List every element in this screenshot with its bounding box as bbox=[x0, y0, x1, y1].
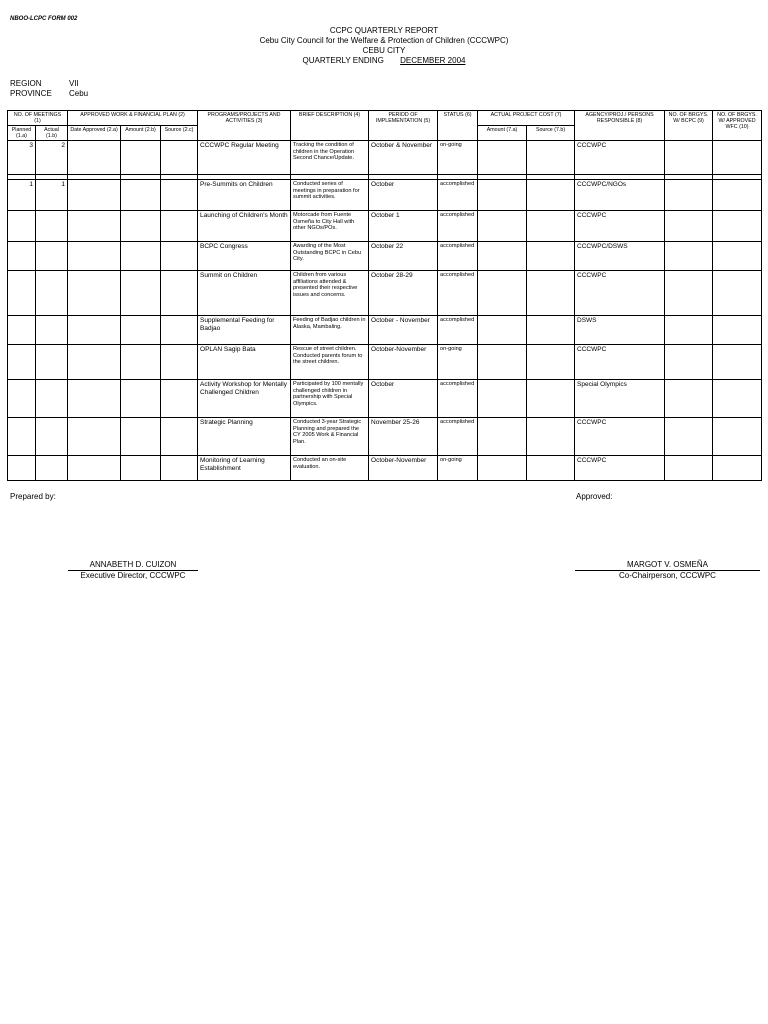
cell-description: Awarding of the Most Outstanding BCPC in Cebu City. bbox=[291, 242, 369, 271]
cell-status: accomplished bbox=[438, 418, 478, 456]
cell-actual bbox=[36, 242, 68, 271]
council-name: Cebu City Council for the Welfare & Protection of Children (CCCWPC) bbox=[259, 36, 509, 45]
city-name: CEBU CITY bbox=[362, 46, 406, 55]
cell-agency: CCCWPC bbox=[575, 141, 665, 175]
cell-source bbox=[161, 141, 198, 175]
table-row bbox=[8, 418, 762, 456]
col-cost: ACTUAL PROJECT COST (7) bbox=[478, 111, 575, 126]
cell-period: November 25-26 bbox=[369, 418, 438, 456]
approver-title: Co-Chairperson, CCCWPC bbox=[575, 570, 760, 581]
cell-agency: CCCWPC bbox=[575, 456, 665, 481]
cell-source bbox=[161, 242, 198, 271]
cell-program: Summit on Children bbox=[198, 271, 291, 316]
cell-cost-amount bbox=[478, 418, 527, 456]
cell-program: Monitoring of Learning Establishment bbox=[198, 456, 291, 481]
cell-cost-amount bbox=[478, 180, 527, 211]
cell-source bbox=[161, 271, 198, 316]
cell-brgys-wfp bbox=[713, 418, 762, 456]
col-brief: BRIEF DESCRIPTION (4) bbox=[291, 111, 369, 141]
col-actual: Actual (1.b) bbox=[36, 126, 68, 141]
cell-date-approved bbox=[68, 242, 121, 271]
col-date-approved: Date Approved (2.a) bbox=[68, 126, 121, 141]
cell-description: Children from various affiliations attended & presented their respective issues and concerns. bbox=[291, 271, 369, 316]
cell-planned bbox=[8, 456, 36, 481]
cell-brgys-wfp bbox=[713, 180, 762, 211]
cell-agency: CCCWPC bbox=[575, 345, 665, 380]
cell-brgys-wfp bbox=[713, 316, 762, 345]
report-table bbox=[7, 110, 762, 481]
col-cost-source: Source (7.b) bbox=[527, 126, 575, 141]
cell-cost-source bbox=[527, 271, 575, 316]
cell-cost-source bbox=[527, 456, 575, 481]
cell-program: OPLAN Sagip Bata bbox=[198, 345, 291, 380]
cell-status: accomplished bbox=[438, 316, 478, 345]
cell-cost-amount bbox=[478, 211, 527, 242]
province-value: Cebu bbox=[69, 89, 89, 98]
cell-agency: CCCWPC bbox=[575, 271, 665, 316]
cell-source bbox=[161, 211, 198, 242]
cell-bcpc bbox=[665, 418, 713, 456]
cell-status: accomplished bbox=[438, 211, 478, 242]
cell-description: Motorcade from Fuente Osmeña to City Hall with other NGOs/POs. bbox=[291, 211, 369, 242]
cell-period: October-November bbox=[369, 345, 438, 380]
table-row bbox=[8, 211, 762, 242]
cell-actual bbox=[36, 345, 68, 380]
cell-program: CCCWPC Regular Meeting bbox=[198, 141, 291, 175]
cell-planned bbox=[8, 316, 36, 345]
cell-brgys-wfp bbox=[713, 271, 762, 316]
cell-agency: CCCWPC bbox=[575, 211, 665, 242]
cell-cost-source bbox=[527, 345, 575, 380]
cell-period: October - November bbox=[369, 316, 438, 345]
cell-cost-source bbox=[527, 180, 575, 211]
table-row bbox=[8, 345, 762, 380]
cell-date-approved bbox=[68, 380, 121, 418]
cell-status: on-going bbox=[438, 456, 478, 481]
cell-status: accomplished bbox=[438, 380, 478, 418]
header-row-1 bbox=[8, 111, 762, 126]
cell-brgys-wfp bbox=[713, 242, 762, 271]
cell-status: on-going bbox=[438, 345, 478, 380]
table-row bbox=[8, 242, 762, 271]
cell-actual bbox=[36, 380, 68, 418]
cell-agency: CCCWPC/DSWS bbox=[575, 242, 665, 271]
cell-cost-source bbox=[527, 380, 575, 418]
cell-bcpc bbox=[665, 211, 713, 242]
cell-status: on-going bbox=[438, 141, 478, 175]
cell-program: Supplemental Feeding for Badjao bbox=[198, 316, 291, 345]
cell-cost-amount bbox=[478, 271, 527, 316]
cell-date-approved bbox=[68, 345, 121, 380]
cell-actual bbox=[36, 316, 68, 345]
cell-source bbox=[161, 345, 198, 380]
cell-agency: CCCWPC bbox=[575, 418, 665, 456]
col-bcpc: NO. OF BRGYS. W/ BCPC (9) bbox=[665, 111, 713, 141]
cell-cost-source bbox=[527, 242, 575, 271]
cell-amount bbox=[121, 418, 161, 456]
col-amount: Amount (2.b) bbox=[121, 126, 161, 141]
cell-cost-amount bbox=[478, 242, 527, 271]
table-row bbox=[8, 180, 762, 211]
cell-actual bbox=[36, 456, 68, 481]
cell-actual bbox=[36, 271, 68, 316]
col-planned: Planned (1.a) bbox=[8, 126, 36, 141]
cell-program: Pre-Summits on Children bbox=[198, 180, 291, 211]
col-awfp: APPROVED WORK & FINANCIAL PLAN (2) bbox=[68, 111, 198, 126]
col-programs: PROGRAMS/PROJECTS AND ACTIVITIES (3) bbox=[198, 111, 291, 141]
cell-period: October bbox=[369, 380, 438, 418]
quarter-label: QUARTERLY ENDING bbox=[302, 56, 384, 65]
cell-planned bbox=[8, 418, 36, 456]
col-meetings: NO. OF MEETINGS (1) bbox=[8, 111, 68, 126]
preparer-signature bbox=[68, 560, 198, 581]
form-code: NBOO-LCPC FORM 002 bbox=[10, 16, 78, 22]
cell-cost-source bbox=[527, 141, 575, 175]
cell-bcpc bbox=[665, 180, 713, 211]
cell-planned: 3 bbox=[8, 141, 36, 175]
table-row bbox=[8, 380, 762, 418]
cell-cost-source bbox=[527, 418, 575, 456]
cell-cost-source bbox=[527, 211, 575, 242]
cell-date-approved bbox=[68, 316, 121, 345]
cell-amount bbox=[121, 180, 161, 211]
cell-status: accomplished bbox=[438, 180, 478, 211]
cell-date-approved bbox=[68, 271, 121, 316]
cell-agency: CCCWPC/NGOs bbox=[575, 180, 665, 211]
cell-date-approved bbox=[68, 418, 121, 456]
cell-period: October-November bbox=[369, 456, 438, 481]
cell-status: accomplished bbox=[438, 242, 478, 271]
cell-amount bbox=[121, 211, 161, 242]
cell-amount bbox=[121, 141, 161, 175]
cell-amount bbox=[121, 316, 161, 345]
cell-brgys-wfp bbox=[713, 380, 762, 418]
region-label: REGION bbox=[10, 79, 42, 88]
cell-period: October bbox=[369, 180, 438, 211]
cell-brgys-wfp bbox=[713, 345, 762, 380]
quarter-date: DECEMBER 2004 bbox=[400, 56, 466, 65]
cell-agency: Special Olympics bbox=[575, 380, 665, 418]
cell-bcpc bbox=[665, 316, 713, 345]
cell-bcpc bbox=[665, 242, 713, 271]
cell-cost-amount bbox=[478, 316, 527, 345]
table-row bbox=[8, 456, 762, 481]
preparer-name: ANNABETH D. CUIZON bbox=[89, 560, 177, 569]
cell-actual: 1 bbox=[36, 180, 68, 211]
cell-amount bbox=[121, 380, 161, 418]
cell-planned bbox=[8, 242, 36, 271]
region-value: VII bbox=[69, 79, 79, 88]
cell-cost-source bbox=[527, 316, 575, 345]
cell-bcpc bbox=[665, 271, 713, 316]
cell-amount bbox=[121, 456, 161, 481]
table-row bbox=[8, 316, 762, 345]
cell-status: accomplished bbox=[438, 271, 478, 316]
cell-brgys-wfp bbox=[713, 456, 762, 481]
prepared-by-label: Prepared by: bbox=[10, 492, 56, 501]
cell-amount bbox=[121, 345, 161, 380]
cell-actual: 2 bbox=[36, 141, 68, 175]
cell-cost-amount bbox=[478, 380, 527, 418]
cell-period: October 28-29 bbox=[369, 271, 438, 316]
cell-bcpc bbox=[665, 141, 713, 175]
cell-period: October 22 bbox=[369, 242, 438, 271]
cell-cost-amount bbox=[478, 456, 527, 481]
cell-date-approved bbox=[68, 211, 121, 242]
cell-date-approved bbox=[68, 141, 121, 175]
cell-source bbox=[161, 418, 198, 456]
cell-source bbox=[161, 380, 198, 418]
cell-planned bbox=[8, 211, 36, 242]
cell-date-approved bbox=[68, 180, 121, 211]
cell-period: October & November bbox=[369, 141, 438, 175]
cell-source bbox=[161, 180, 198, 211]
cell-actual bbox=[36, 418, 68, 456]
approver-signature bbox=[575, 560, 760, 581]
cell-brgys-wfp bbox=[713, 141, 762, 175]
table-row bbox=[8, 141, 762, 175]
cell-description: Conducted series of meetings in preparation for summit activities. bbox=[291, 180, 369, 211]
cell-period: October 1 bbox=[369, 211, 438, 242]
cell-planned: 1 bbox=[8, 180, 36, 211]
preparer-title: Executive Director, CCCWPC bbox=[68, 570, 198, 581]
cell-agency: DSWS bbox=[575, 316, 665, 345]
quarter-line bbox=[0, 56, 768, 66]
cell-cost-amount bbox=[478, 141, 527, 175]
cell-description: Tracking the condition of children in the Operation Second Chance/Update. bbox=[291, 141, 369, 175]
cell-bcpc bbox=[665, 345, 713, 380]
province-label: PROVINCE bbox=[10, 89, 52, 98]
cell-actual bbox=[36, 211, 68, 242]
cell-description: Feeding of Badjao children in Alaska, Mambaling. bbox=[291, 316, 369, 345]
col-period: PERIOD OF IMPLEMENTATION (5) bbox=[369, 111, 438, 141]
col-source: Source (2.c) bbox=[161, 126, 198, 141]
cell-description: Participated by 100 mentally challenged children in partnership with Special Olympics. bbox=[291, 380, 369, 418]
col-cost-amount: Amount (7.a) bbox=[478, 126, 527, 141]
cell-description: Conducted 3-year Strategic Planning and prepared the CY 2005 Work & Financial Plan. bbox=[291, 418, 369, 456]
cell-program: Strategic Planning bbox=[198, 418, 291, 456]
cell-cost-amount bbox=[478, 345, 527, 380]
report-title: CCPC QUARTERLY REPORT bbox=[329, 26, 439, 35]
cell-source bbox=[161, 316, 198, 345]
col-agency: AGENCY/PROJ./ PERSONS RESPONSIBLE (8) bbox=[575, 111, 665, 141]
cell-program: Activity Workshop for Mentally Challenged Children bbox=[198, 380, 291, 418]
location-block bbox=[10, 79, 88, 99]
cell-bcpc bbox=[665, 456, 713, 481]
cell-amount bbox=[121, 271, 161, 316]
cell-program: BCPC Congress bbox=[198, 242, 291, 271]
cell-source bbox=[161, 456, 198, 481]
cell-amount bbox=[121, 242, 161, 271]
cell-description: Conducted an on-site evaluation. bbox=[291, 456, 369, 481]
report-header bbox=[0, 26, 768, 66]
table-row bbox=[8, 271, 762, 316]
cell-bcpc bbox=[665, 380, 713, 418]
cell-program: Launching of Children's Month bbox=[198, 211, 291, 242]
cell-brgys-wfp bbox=[713, 211, 762, 242]
approver-name: MARGOT V. OSMEÑA bbox=[627, 560, 708, 569]
cell-planned bbox=[8, 380, 36, 418]
cell-date-approved bbox=[68, 456, 121, 481]
approved-label: Approved: bbox=[576, 492, 613, 501]
col-status: STATUS (6) bbox=[438, 111, 478, 141]
cell-planned bbox=[8, 345, 36, 380]
cell-planned bbox=[8, 271, 36, 316]
col-brgys-wfp: NO. OF BRGYS. W/ APPROVED WFC (10) bbox=[713, 111, 762, 141]
cell-description: Rescue of street children. Conducted parents forum to the street children. bbox=[291, 345, 369, 380]
